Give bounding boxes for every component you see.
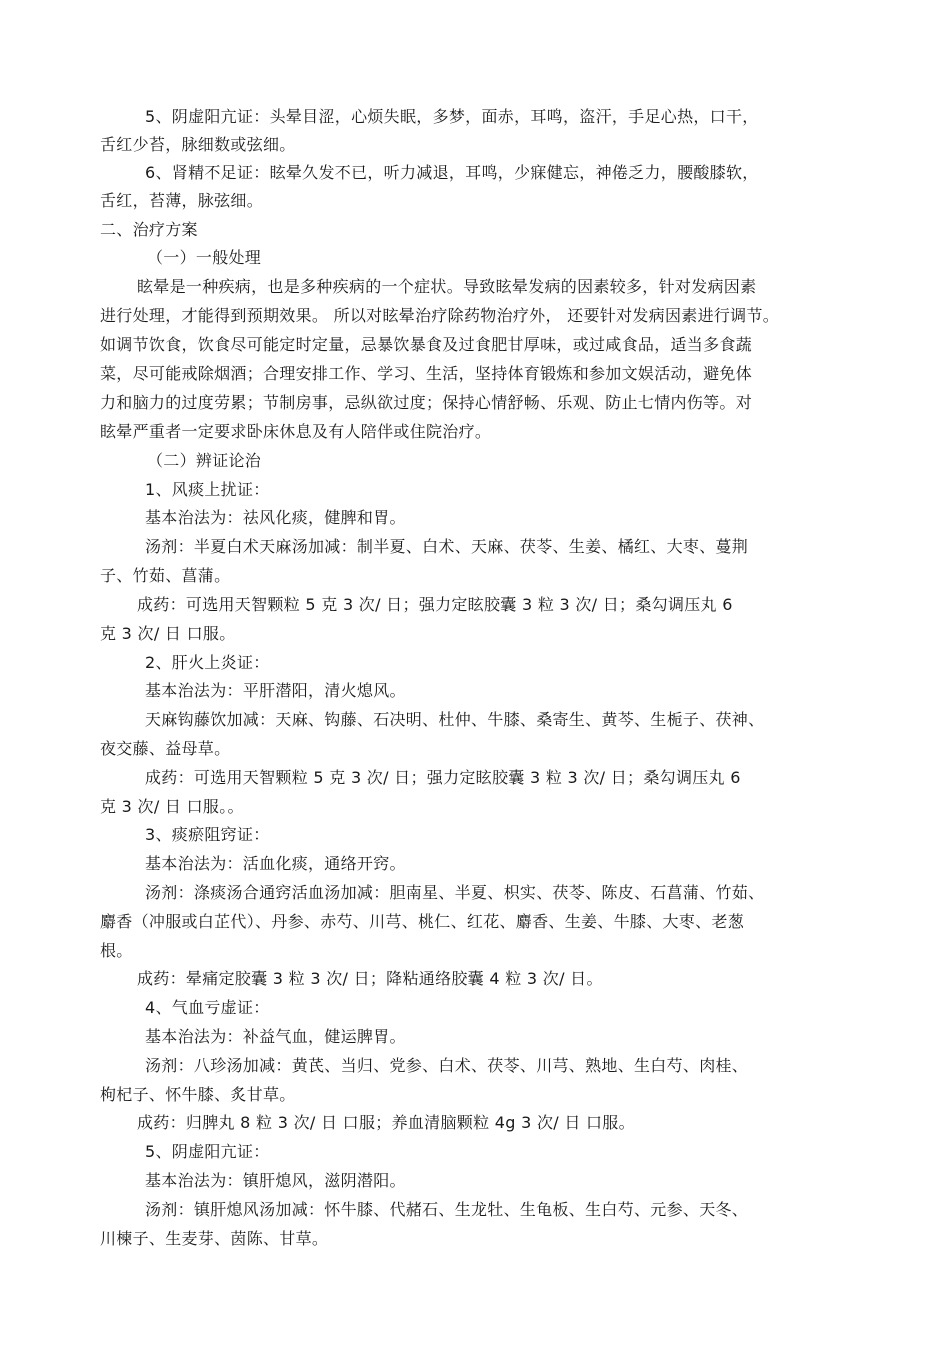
text-line: 眩晕严重者一定要求卧床休息及有人陪伴或住院治疗。	[100, 422, 492, 441]
text-line: 舌红，苔薄，脉弦细。	[100, 191, 264, 210]
text-line: 基本治法为：补益气血，健运脾胃。	[145, 1027, 406, 1046]
text-line: 成药：归脾丸 8 粒 3 次/ 日 口服；养血清脑颗粒 4g 3 次/ 日 口服。	[137, 1113, 635, 1132]
text-line: 成药：可选用天智颗粒 5 克 3 次/ 日；强力定眩胶囊 3 粒 3 次/ 日；桑勾调压丸 6	[145, 768, 741, 787]
text-line: 天麻钩藤饮加减：天麻、钩藤、石决明、杜仲、牛膝、桑寄生、黄芩、生栀子、茯神、	[145, 710, 765, 729]
text-line: 2、肝火上炎证：	[145, 653, 270, 672]
text-line: 克 3 次/ 日 口服。	[100, 624, 236, 643]
text-line: 基本治法为：祛风化痰，健脾和胃。	[145, 508, 406, 527]
text-line: 眩晕是一种疾病，也是多种疾病的一个症状。导致眩晕发病的因素较多，针对发病因素	[137, 277, 757, 296]
text-line: 克 3 次/ 日 口服。。	[100, 797, 244, 816]
text-line: 汤剂：半夏白术天麻汤加减：制半夏、白术、天麻、茯苓、生姜、橘红、大枣、蔓荆	[145, 537, 749, 556]
subsection-heading: （二）辨证论治	[147, 451, 262, 470]
text-line: 夜交藤、益母草。	[100, 739, 231, 758]
section-heading: 二、治疗方案	[100, 220, 198, 239]
text-line: 汤剂：涤痰汤合通窍活血汤加减：胆南星、半夏、枳实、茯苓、陈皮、石菖蒲、竹茹、	[145, 883, 765, 902]
text-line: 基本治法为：平肝潜阳，清火熄风。	[145, 681, 406, 700]
text-line: 成药：晕痛定胶囊 3 粒 3 次/ 日；降粘通络胶囊 4 粒 3 次/ 日。	[137, 969, 603, 988]
text-line: 舌红少苔，脉细数或弦细。	[100, 135, 296, 154]
text-line: 川楝子、生麦芽、茵陈、甘草。	[100, 1229, 329, 1248]
text-line: 基本治法为：镇肝熄风，滋阴潜阳。	[145, 1171, 406, 1190]
text-line: 成药：可选用天智颗粒 5 克 3 次/ 日；强力定眩胶囊 3 粒 3 次/ 日；桑勾调压丸 6	[137, 595, 733, 614]
text-line: 子、竹茹、菖蒲。	[100, 566, 231, 585]
text-line: 进行处理，才能得到预期效果。 所以对眩晕治疗除药物治疗外， 还要针对发病因素进行调节。	[100, 306, 780, 325]
text-line: 枸杞子、怀牛膝、炙甘草。	[100, 1085, 296, 1104]
text-line: 菜，尽可能戒除烟酒；合理安排工作、学习、生活，坚持体育锻炼和参加文娱活动，避免体	[100, 364, 753, 383]
text-line: 汤剂：八珍汤加减：黄芪、当归、党参、白术、茯苓、川芎、熟地、生白芍、肉桂、	[145, 1056, 749, 1075]
subsection-heading: （一）一般处理	[147, 248, 262, 267]
text-line: 力和脑力的过度劳累；节制房事，忌纵欲过度；保持心情舒畅、乐观、防止七情内伤等。对	[100, 393, 753, 412]
text-line: 汤剂：镇肝熄风汤加减：怀牛膝、代赭石、生龙牡、生龟板、生白芍、元参、天冬、	[145, 1200, 749, 1219]
text-line: 1、风痰上扰证：	[145, 480, 270, 499]
text-line: 6、肾精不足证：眩晕久发不已，听力减退，耳鸣，少寐健忘，神倦乏力，腰酸膝软，	[145, 163, 759, 182]
text-line: 如调节饮食，饮食尽可能定时定量，忌暴饮暴食及过食肥甘厚味，或过咸食品，适当多食蔬	[100, 335, 753, 354]
text-line: 3、痰瘀阻窍证：	[145, 825, 270, 844]
text-line: 麝香（冲服或白芷代）、丹参、赤芍、川芎、桃仁、红花、麝香、生姜、牛膝、大枣、老葱	[100, 912, 745, 931]
text-line: 5、阴虚阳亢证：头晕目涩，心烦失眠，多梦，面赤，耳鸣，盗汗，手足心热，口干，	[145, 107, 759, 126]
text-line: 4、气血亏虚证：	[145, 998, 270, 1017]
text-line: 基本治法为：活血化痰，通络开窍。	[145, 854, 406, 873]
text-line: 5、阴虚阳亢证：	[145, 1142, 270, 1161]
text-line: 根。	[100, 941, 133, 960]
